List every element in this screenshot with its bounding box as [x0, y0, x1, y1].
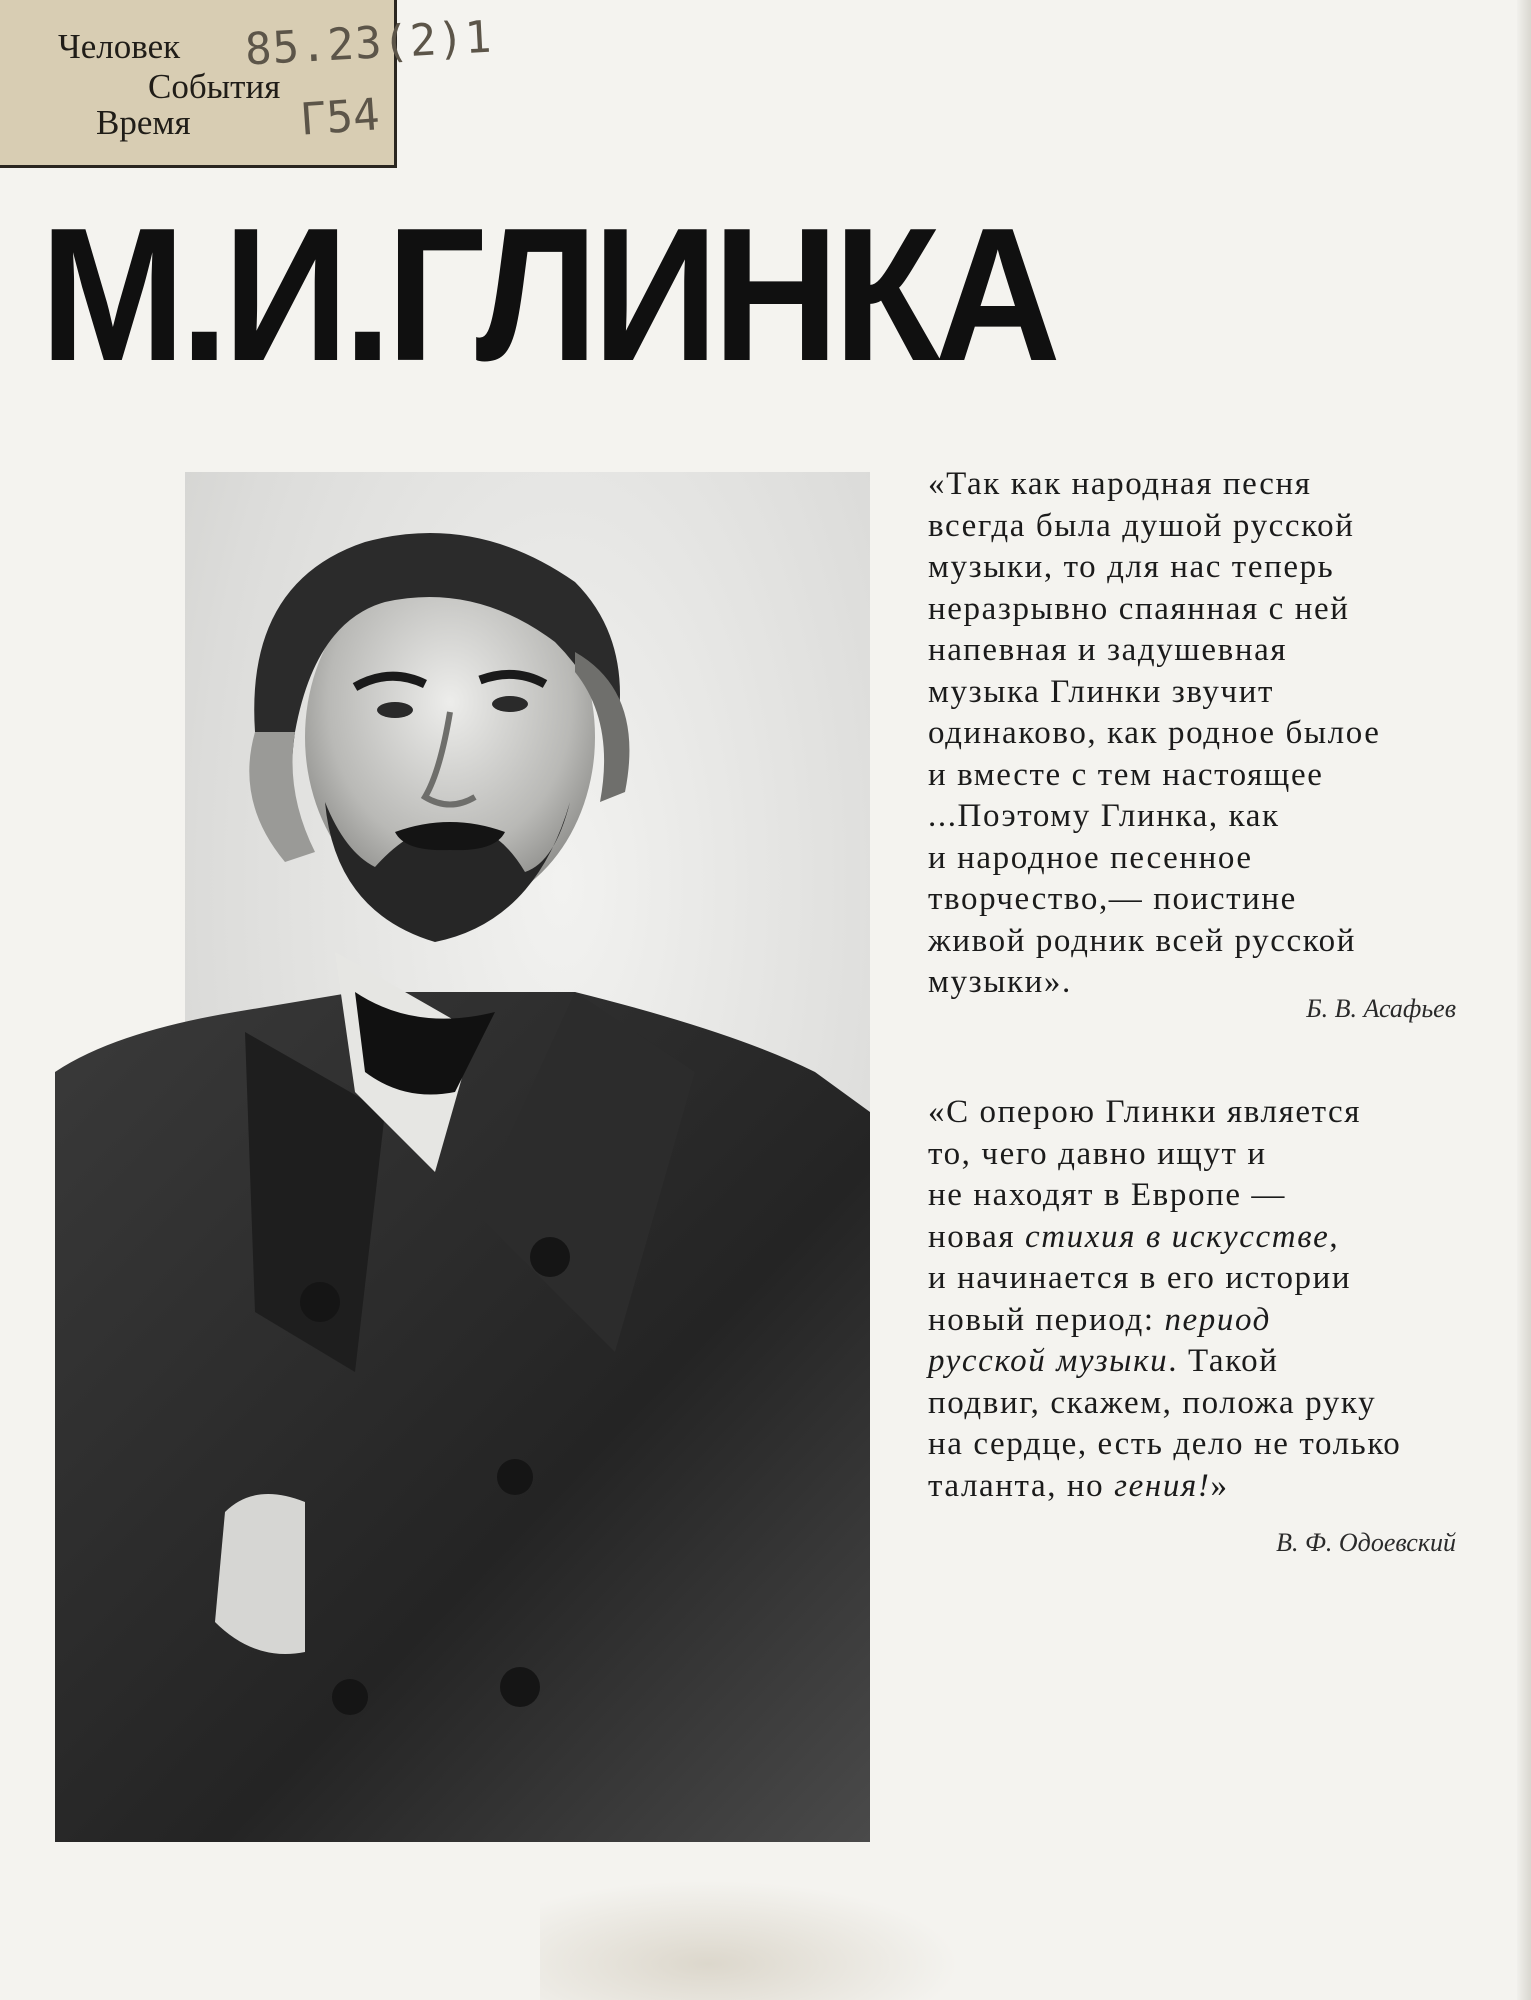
text-run: . Такой — [1168, 1343, 1279, 1379]
quote-line: и начинается в его истории — [928, 1260, 1352, 1296]
quote-line: то, чего давно ищут и — [928, 1135, 1267, 1172]
quote-line: «Так как народная песня — [928, 466, 1312, 502]
text-run: » — [1210, 1467, 1229, 1504]
quote-author-asafyev: Б. В. Асафьев — [1306, 994, 1456, 1023]
quote-author-odoevsky: В. Ф. Одоевский — [1276, 1528, 1456, 1557]
quote-line: подвиг, скажем, положа руку — [928, 1384, 1377, 1421]
quote-line — [928, 1341, 1401, 1383]
quote-line: музыка Глинки звучит — [928, 673, 1275, 710]
quote-line: живой родник всей русской — [928, 922, 1357, 959]
quote-line: напевная и задушевная — [928, 632, 1288, 668]
quote-line: неразрывно спаянная с ней — [928, 590, 1350, 627]
quote-line: и вместе с тем настоящее — [928, 756, 1324, 793]
text-run: , — [1329, 1218, 1340, 1255]
library-shelfmark-code: Г54 — [298, 89, 382, 146]
book-title: М.И.ГЛИНКА — [40, 189, 1056, 401]
emphasis: гения! — [1114, 1467, 1211, 1504]
quote-line — [928, 1466, 1401, 1508]
text-run: новая — [928, 1218, 1025, 1255]
series-label-line-1: Человек — [58, 27, 181, 66]
quote-line — [928, 1300, 1401, 1342]
quote-line: всегда была душой русской — [928, 507, 1355, 544]
text-run: новый период: — [928, 1301, 1165, 1338]
emphasis: русской музыки — [928, 1343, 1169, 1379]
page-edge — [1517, 0, 1531, 2000]
quote-line — [928, 1217, 1401, 1259]
quote-line: и народное песенное — [928, 839, 1253, 876]
quote-line: музыки». — [928, 964, 1072, 1000]
emphasis: период — [1164, 1301, 1271, 1338]
emphasis: стихия в искусстве — [1024, 1218, 1330, 1255]
quote-line: ...Поэтому Глинка, как — [928, 798, 1280, 834]
quote-line: творчество,— поистине — [928, 881, 1297, 917]
quote-line: одинаково, как родное былое — [928, 715, 1381, 751]
glinka-portrait — [55, 472, 870, 1842]
quote-odoevsky — [928, 1092, 1401, 1507]
series-label-line-3: Время — [96, 103, 191, 142]
quote-line: музыки, то для нас теперь — [928, 549, 1335, 585]
text-run: таланта, но — [928, 1467, 1115, 1504]
quote-line: на сердце, есть дело не только — [928, 1426, 1402, 1462]
quote-line: «С оперою Глинки является — [928, 1094, 1362, 1130]
quote-asafyev — [928, 464, 1380, 1004]
library-shelfmark: 85.23(2)1 — [243, 11, 494, 76]
series-label-line-2: События — [148, 67, 281, 106]
paper-wear — [540, 1880, 960, 2000]
quote-line: не находят в Европе — — [928, 1177, 1287, 1213]
